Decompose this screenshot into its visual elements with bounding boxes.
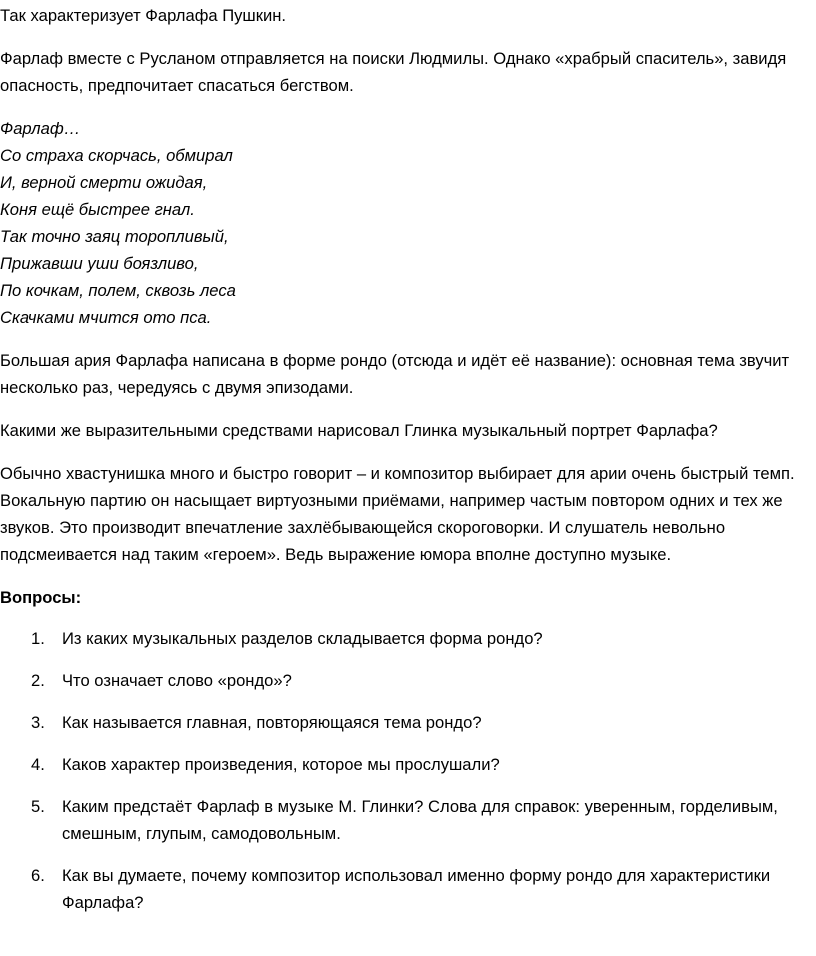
questions-list: [0, 625, 808, 916]
verse-line: И, верной смерти ожидая,: [0, 173, 208, 192]
question-text: Как вы думаете, почему композитор использовал именно форму рондо для характеристики Фарлафа?: [62, 866, 771, 912]
questions-heading: Вопросы:: [0, 588, 82, 607]
question-text: Каков характер произведения, которое мы прослушали?: [62, 755, 500, 774]
question-item: [0, 793, 808, 847]
question-number: 3.: [31, 713, 45, 732]
intro-paragraph: Так характеризует Фарлафа Пушкин.: [0, 6, 287, 25]
question-item: [0, 667, 808, 694]
question-number: 4.: [31, 755, 45, 774]
question-number: 2.: [31, 671, 45, 690]
pushkin-verse: [0, 115, 808, 331]
question-number: 5.: [31, 797, 45, 816]
question-item: [0, 862, 808, 916]
verse-line: Фарлаф…: [0, 119, 81, 138]
question-number: 6.: [31, 866, 45, 885]
verse-line: Скачками мчится ото пса.: [0, 308, 212, 327]
question-item: [0, 751, 808, 778]
paragraph-question: Какими же выразительными средствами нарисовал Глинка музыкальный портрет Фарлафа?: [0, 421, 718, 440]
question-text: Каким предстаёт Фарлаф в музыке М. Глинки? Слова для справок: уверенным, горделивым, смешным, глупым, самодовольным.: [62, 797, 778, 843]
paragraph-tempo: Обычно хвастунишка много и быстро говорит – и композитор выбирает для арии очень быстрый темп. Вокальную партию он насыщает виртуозными приёмами, например частым повтором одних и тех же звуков. Это производит впечатление захлёбывающейся скороговорки. И слушатель невольно подсмеивается над таким «героем». Ведь выражение юмора вполне доступно музыке.: [0, 464, 795, 564]
paragraph-aria-rondo: Большая ария Фарлафа написана в форме рондо (отсюда и идёт её название): основная тема звучит несколько раз, чередуясь с двумя эпизодами.: [0, 351, 790, 397]
question-item: [0, 625, 808, 652]
verse-line: Прижавши уши боязливо,: [0, 254, 199, 273]
question-text: Как называется главная, повторяющаяся тема рондо?: [62, 713, 482, 732]
question-number: 1.: [31, 629, 45, 648]
question-text: Из каких музыкальных разделов складывается форма рондо?: [62, 629, 543, 648]
verse-line: Коня ещё быстрее гнал.: [0, 200, 195, 219]
verse-line: Так точно заяц торопливый,: [0, 227, 229, 246]
question-item: [0, 709, 808, 736]
question-text: Что означает слово «рондо»?: [62, 671, 292, 690]
verse-line: По кочкам, полем, сквозь леса: [0, 281, 236, 300]
paragraph-farlaf-ruslan: Фарлаф вместе с Русланом отправляется на поиски Людмилы. Однако «храбрый спаситель», завидя опасность, предпочитает спасаться бегством.: [0, 49, 787, 95]
verse-line: Со страха скорчась, обмирал: [0, 146, 233, 165]
